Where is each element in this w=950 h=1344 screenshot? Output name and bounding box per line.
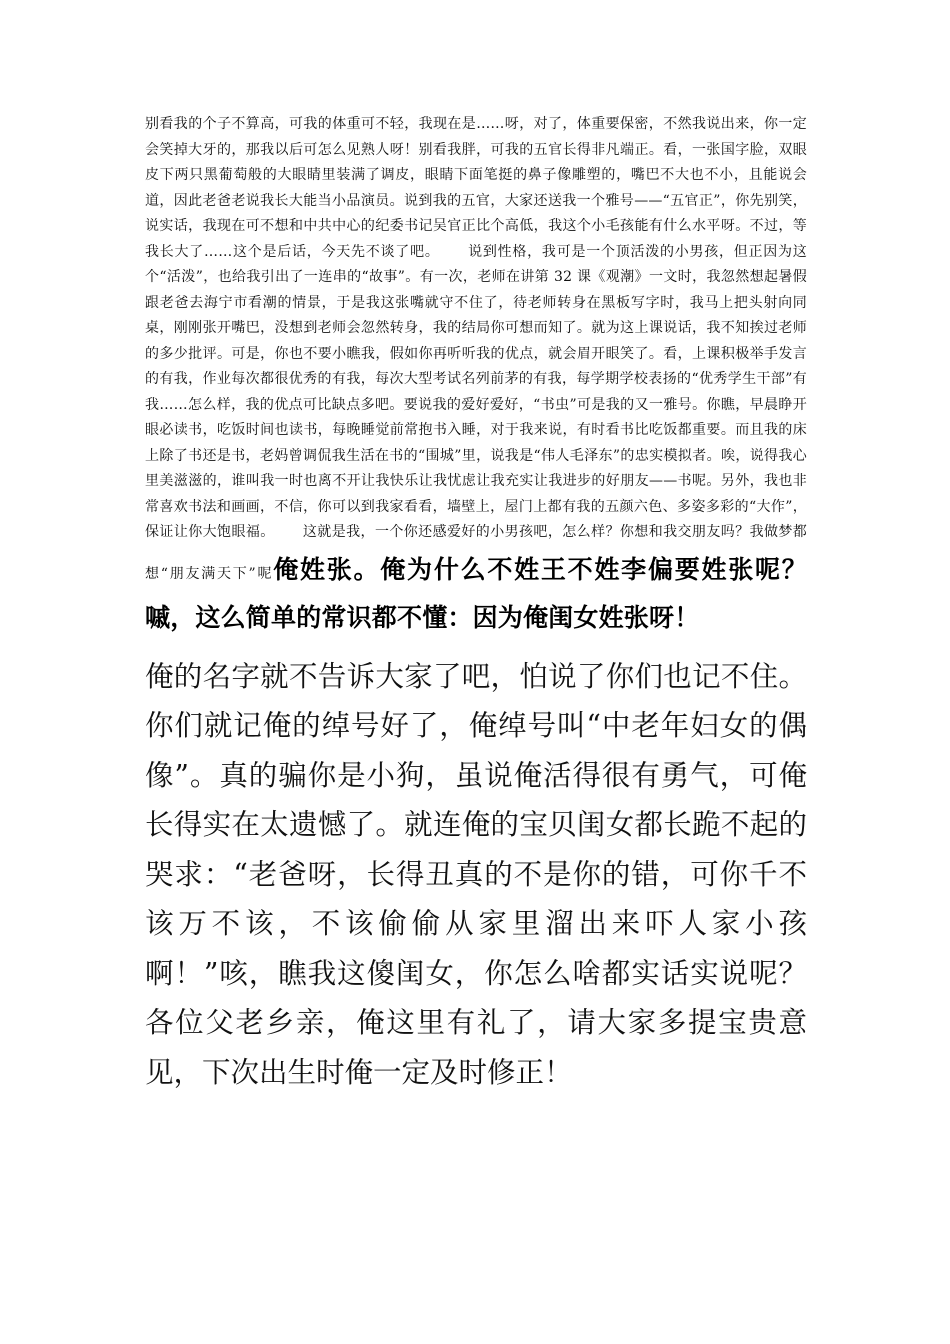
intro-paragraph	[145, 112, 807, 642]
paragraph-appearance: 别看我的个子不算高，可我的体重可不轻，我现在是……呀，对了，体重要保密，不然我说出来，你一定会笑掉大牙的，那我以后可怎么见熟人呀！别看我胖，可我的五官长得非凡端正。看，一张国字脸，双眼皮下两只黑葡萄般的大眼睛里装满了调皮，眼睛下面笔挺的鼻子像雕塑的，嘴巴不大也不小，且能说会道，因此老爸老说我长大能当小品演员。说到我的五官，大家还送我一个雅号——“五官正”，你先别笑，说实话，我现在可不想和中共中心的纪委书记吴官正比个高低，我这个小毛孩能有什么水平呀。不过，等我长大了……这个是后话，今天先不谈了吧。	[145, 116, 807, 260]
bold-heading-paragraph: 俺姓张。俺为什么不姓王不姓李偏要姓张呢？嘁，这么简单的常识都不懂：因为俺闺女姓张呀！	[145, 554, 807, 632]
paragraph-personality: 说到性格，我可是一个顶活泼的小男孩，但正因为这个“活泼”，也给我引出了一连串的“故事”。有一次，老师在讲第 32 课《观潮》一文时，我忽然想起暑假跟老爸去海宁市看潮的情景，于是我这张嘴就守不住了，待老师转身在黑板写字时，我马上把头射向同桌，刚刚张开嘴巴，没想到老师会忽然转身，我的结局你可想而知了。就为这上课说话，我不知挨过老师的多少批评。可是，你也不要小瞧我，假如你再听听我的优点，就会眉开眼笑了。看，上课积极举手发言的有我，作业每次都很优秀的有我，每次大型考试名列前茅的有我，每学期学校表扬的“优秀学生干部”有我……怎么样，我的优点可比缺点多吧。要说我的爱好爱好，“书虫”可是我的又一雅号。你瞧，早晨睁开眼必读书，吃饭时间也读书，每晚睡觉前常抱书入睡，对于我来说，有时看书比吃饭都重要。而且我的床上除了书还是书，老妈曾调侃我生活在书的“围城”里，说我是“伟人毛泽东”的忠实模拟者。唉，说得我心里美滋滋的，谁叫我一时也离不开让我快乐让我忧虑让我充实让我进步的好朋友——书呢。另外，我也非常喜欢书法和画画，不信，你可以到我家看看，墙壁上，屋门上都有我的五颜六色、多姿多彩的“大作”，保证让你大饱眼福。	[145, 243, 808, 540]
paragraph-closing: 这就是我，一个你还感爱好的小男孩吧，怎么样？你想和我交朋友吗？我做梦都想“朋友满天下”呢	[145, 524, 807, 582]
large-text-paragraph: 俺的名字就不告诉大家了吧，怕说了你们也记不住。你们就记俺的绰号好了，俺绰号叫“中老年妇女的偶像”。真的骗你是小狗，虽说俺活得很有勇气，可俺长得实在太遗憾了。就连俺的宝贝闺女都长跪不起的哭求：“老爸呀，长得丑真的不是你的错，可你千不该万不该，不该偷偷从家里溜出来吓人家小孩啊！”咳，瞧我这傻闺女，你怎么啥都实话实说呢？各位父老乡亲，俺这里有礼了，请大家多提宝贵意见，下次出生时俺一定及时修正！	[145, 659, 807, 1089]
document-body	[145, 112, 807, 1097]
